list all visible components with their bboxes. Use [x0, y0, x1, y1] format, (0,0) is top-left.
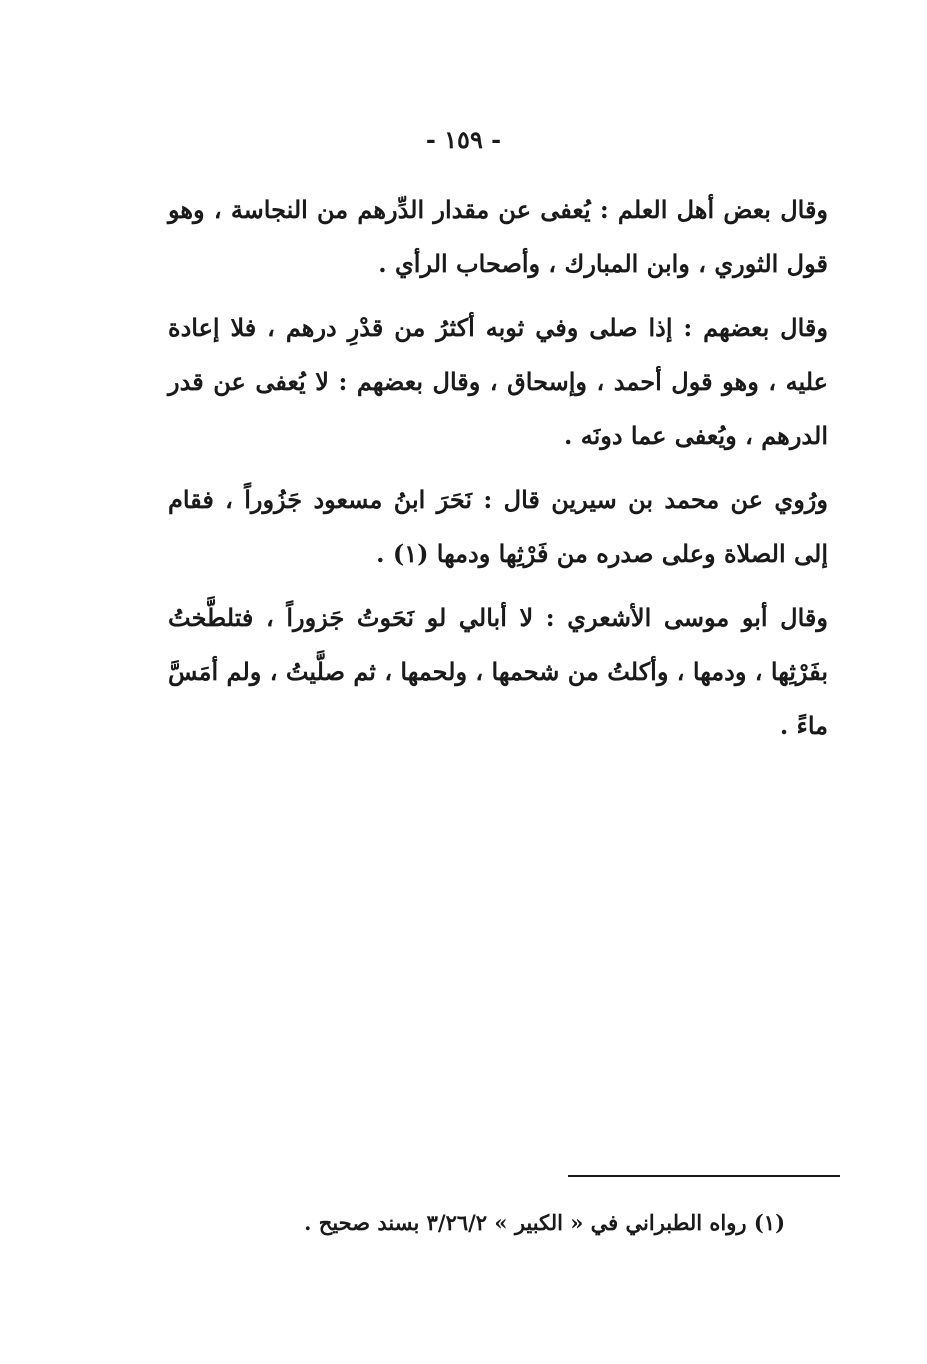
- paragraph-4: وقال أبو موسى الأشعري : لا أبالي لو نَحَوتُ جَزوراً ، فتلطَّختُ بفَرْثِها ، ودمها ، وأكلتُ من شحمها ، ولحمها ، ثم صلَّيتُ ، ولم أمَسَّ ماءً .: [168, 603, 828, 740]
- paragraph-2: وقال بعضهم : إذا صلى وفي ثوبه أكثرُ من قدْرِ درهم ، فلا إعادة عليه ، وهو قول أحمد ، وإسحاق ، وقال بعضهم : لا يُعفى عن قدر الدرهم ، ويُعفى عما دونَه .: [168, 313, 828, 450]
- paragraph-3: ورُوي عن محمد بن سيرين قال : نَحَرَ ابنُ مسعود جَزُوراً ، فقام إلى الصلاة وعلى صدره من فَرْثِها ودمها (١) .: [168, 485, 828, 568]
- footnote-divider: [568, 1175, 840, 1177]
- main-text: [168, 183, 828, 763]
- footnote: (١) رواه الطبراني في « الكبير » ٣/٢٦/٢ بسند صحيح .: [304, 1210, 785, 1235]
- page-number: - ١٥٩ -: [425, 125, 502, 154]
- paragraph-1: وقال بعض أهل العلم : يُعفى عن مقدار الدِّرهم من النجاسة ، وهو قول الثوري ، وابن المبارك ، وأصحاب الرأي .: [168, 195, 828, 278]
